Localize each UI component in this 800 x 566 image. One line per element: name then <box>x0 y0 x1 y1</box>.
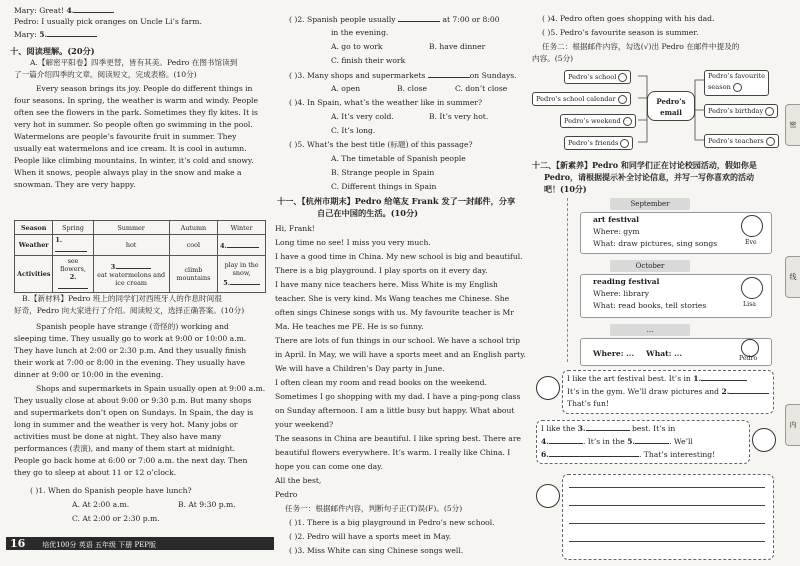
section-ten-title: 十、阅读理解。(20分) <box>10 46 95 56</box>
bubble-line <box>541 436 693 447</box>
option-pedros-friends[interactable] <box>564 136 633 150</box>
email-line: Ma. He teaches me PE. He is so funny. <box>275 322 424 331</box>
passage-line: activities must be done at night. They also have many <box>14 432 222 441</box>
answer-blank[interactable] <box>549 449 639 457</box>
question-text: on Sundays. <box>469 71 517 80</box>
blank-number: 2. <box>69 273 77 281</box>
column-right <box>530 0 780 566</box>
email-line: There is a big playground. I play sports on it every day. <box>275 266 488 275</box>
writer-avatar <box>536 484 560 508</box>
email-line: The seasons in China are beautiful. I like spring best. There are <box>275 434 521 443</box>
passage-a-intro: A.【解密平阳卷】四季更替，皆有其美。Pedro 在图书馆读到 <box>30 58 238 67</box>
blank-number: 3. <box>110 263 118 271</box>
option-label: Pedro’s birthday <box>708 107 764 115</box>
bubble-text: . That’s interesting! <box>638 450 716 459</box>
activity-card-art-festival <box>580 212 772 254</box>
bubble-text: best. It’s in <box>632 424 676 433</box>
question-text: ( )2. Spanish people usually <box>289 15 396 24</box>
section-twelve-title: Pedro，请根据提示补全讨论信息，并写一写你喜欢的活动 <box>544 172 755 182</box>
bubble-line <box>541 449 715 460</box>
email-line: All the best, <box>275 476 322 485</box>
table-cell[interactable] <box>218 256 266 293</box>
passage-b-intro: 好奇，Pedro 向大家进行了介绍。阅读短文，选择正确答案。(10分) <box>14 306 245 315</box>
option-a[interactable]: A. go to work <box>331 42 383 51</box>
answer-blank[interactable] <box>117 261 151 269</box>
bubble-text: That’s fun! <box>567 399 609 408</box>
passage-line: often see the flowers in the park. Sometimes they fly kites. It is <box>14 108 258 117</box>
option-c[interactable]: C. don’t close <box>455 84 508 93</box>
email-line: Pedro <box>275 490 298 499</box>
table-row-label: Weather <box>15 235 53 256</box>
email-line: Long time no see! I miss you very much. <box>275 238 431 247</box>
activity-where: Where: library <box>593 289 650 298</box>
option-b[interactable]: B. At 9:30 p.m. <box>178 500 236 509</box>
table-cell[interactable] <box>53 256 93 293</box>
table-header: Autumn <box>169 221 218 235</box>
footer-text: 培优100分 英语 五年级 下册 PEP版 <box>42 541 156 549</box>
option-pedros-school[interactable] <box>564 70 631 84</box>
question-text: at 7:00 or 8:00 <box>442 15 500 24</box>
check-circle[interactable] <box>620 139 629 148</box>
option-pedros-weekend[interactable] <box>560 114 636 128</box>
task-two-title: 内容。(5分) <box>532 54 574 63</box>
option-label: Pedro’s school <box>568 73 617 81</box>
option-b[interactable]: B. It’s very hot. <box>429 112 489 121</box>
eve-avatar <box>741 215 763 237</box>
activity-where: Where: gym <box>593 227 640 236</box>
dialogue-line: Pedro: I usually pick oranges on Uncle Li’s farm. <box>14 17 202 26</box>
activity-title: reading festival <box>593 277 660 286</box>
passage-line: Every season brings its joy. People do different things in <box>36 84 253 93</box>
table-cell: climb mountains <box>169 256 218 293</box>
activity-what: What: draw pictures, sing songs <box>593 239 718 248</box>
answer-blank[interactable] <box>635 436 669 444</box>
answer-blank[interactable] <box>227 240 259 248</box>
page-number: 16 <box>10 537 26 550</box>
passage-line: snowman. They are very happy. <box>14 180 136 189</box>
passage-line: dinner at 9:00 or 10:00 in the evening. <box>14 370 164 379</box>
option-b[interactable]: B. Strange people in Spain <box>331 168 435 177</box>
footer-bar <box>6 537 274 550</box>
writing-line[interactable] <box>569 541 765 542</box>
check-circle[interactable] <box>618 73 627 82</box>
timeline-line <box>567 198 569 362</box>
email-line: hope you can come one day. <box>275 462 383 471</box>
connector-right <box>695 80 704 140</box>
table-cell[interactable] <box>93 256 169 293</box>
table-cell[interactable] <box>218 235 266 256</box>
binding-tab: 内 <box>785 404 800 446</box>
option-c[interactable]: C. finish their work <box>331 56 406 65</box>
blank-number: 5. <box>223 279 230 287</box>
bubble-text: . It’s in the <box>582 437 628 446</box>
activity-title: art festival <box>593 215 640 224</box>
section-twelve-title: 吧！(10分) <box>544 184 587 194</box>
answer-blank[interactable] <box>586 423 630 431</box>
blank-number: 4. <box>541 437 549 446</box>
passage-line: and supermarkets don’t open on Sundays. In Spain, the day is <box>14 408 254 417</box>
option-a[interactable]: A. The timetable of Spanish people <box>331 154 466 163</box>
passage-line: People like climbing mountains. In winter, it’s cold and snowy. <box>14 156 254 165</box>
answer-blank[interactable] <box>55 244 87 252</box>
answer-blank[interactable] <box>701 373 747 381</box>
blank-number: 5. <box>627 437 636 446</box>
bubble-line <box>541 423 675 434</box>
column-middle <box>275 0 527 566</box>
answer-blank[interactable] <box>549 436 583 444</box>
option-b[interactable]: B. have dinner <box>429 42 486 51</box>
writing-line[interactable] <box>569 505 765 506</box>
hub-label: Pedro’s <box>656 97 686 106</box>
column-left <box>0 0 268 566</box>
cell-text: see flowers, <box>60 257 86 273</box>
section-eleven-title: 自己在中国的生活。(10分) <box>317 208 419 218</box>
email-line: your weekend? <box>275 420 334 429</box>
email-line: I often clean my room and read books on the weekend. <box>275 378 487 387</box>
blank-number: 3. <box>577 424 586 433</box>
passage-line: Watermelons are people’s favourite fruit in summer. They <box>14 132 237 141</box>
activity-where: Where: ... <box>593 349 635 358</box>
email-line: on Sunday afternoon. I am a little busy but happy. What about <box>275 406 515 415</box>
option-label: Pedro’s weekend <box>564 117 621 125</box>
speech-bubble-2 <box>536 420 750 464</box>
check-circle[interactable] <box>765 107 774 116</box>
option-a[interactable]: A. open <box>331 84 361 93</box>
blank-number: 4. <box>66 6 75 15</box>
option-a[interactable]: A. At 2:00 a.m. <box>72 500 130 509</box>
passage-line: long in summer and the weather is very hot. Many jobs or <box>14 420 238 429</box>
option-label: Pedro’s favourite <box>708 72 766 80</box>
passage-line: performances (表演), and many of them start at midnight. <box>14 444 236 453</box>
answer-blank[interactable] <box>729 386 769 394</box>
blank-number: 6. <box>541 450 549 459</box>
activity-what: What: ... <box>646 349 683 358</box>
option-label: Pedro’s teachers <box>708 137 764 145</box>
judge-question[interactable]: ( )5. Pedro’s favourite season is summer. <box>542 28 699 37</box>
option-a[interactable]: A. It’s very cold. <box>331 112 394 121</box>
bubble-text: I like the art festival best. It’s in <box>567 374 694 383</box>
passage-line: sleeping time. They usually go to work at 9:00 or 10:00 a.m. <box>14 334 247 343</box>
email-line: beautiful flowers everywhere. It’s warm. I really like China. I <box>275 448 511 457</box>
table-cell[interactable] <box>53 235 93 256</box>
judge-question[interactable]: ( )4. Pedro often goes shopping with his dad. <box>542 14 715 23</box>
option-c[interactable]: C. Different things in Spain <box>331 182 437 191</box>
question-1[interactable]: ( )1. When do Spanish people have lunch? <box>30 486 192 495</box>
email-line: in April. In May, we will have a sports meet and an English party. <box>275 350 526 359</box>
table-header: Summer <box>93 221 169 235</box>
activity-details <box>593 349 682 359</box>
question-text: ( )3. Many shops and supermarkets <box>289 71 426 80</box>
question-4[interactable]: ( )4. In Spain, what’s the weather like in summer? <box>289 98 483 107</box>
email-line: often sings Chinese songs with us. My favourite teacher is Mr <box>275 308 514 317</box>
email-line: Sometimes I go shopping with my dad. I have a ping-pong class <box>275 392 521 401</box>
activity-card-reading-festival <box>580 274 772 318</box>
option-pedros-teachers[interactable] <box>704 134 779 148</box>
girl-speaker-avatar <box>536 376 560 400</box>
option-pedros-birthday[interactable] <box>704 104 778 118</box>
dialogue-line <box>14 29 97 40</box>
task-two-title: 任务二：根据邮件内容，勾选(√)出 Pedro 在邮件中提及的 <box>542 42 740 51</box>
passage-line: Shops and supermarkets in Spain usually open at 9:00 a.m. <box>36 384 266 393</box>
question-3[interactable] <box>289 70 517 81</box>
email-line: I have many nice teachers here. Miss White is my English <box>275 280 498 289</box>
binding-tab: 密 <box>785 104 800 146</box>
cell-text: eat watermelons and ice cream <box>97 271 166 287</box>
option-label: Pedro’s friends <box>568 139 619 147</box>
option-label: Pedro’s school calendar <box>536 95 616 103</box>
month-label-october: October <box>610 260 690 272</box>
email-line: We will have a Children’s Day party in June. <box>275 364 445 373</box>
passage-line: They usually close at about 9:00 or 9:30 p.m. But many shops <box>14 396 252 405</box>
blank-number: 5. <box>39 30 48 39</box>
lisa-avatar <box>741 277 763 299</box>
activity-what: What: read books, tell stories <box>593 301 707 310</box>
blank-number: 4. <box>220 242 227 250</box>
passage-line: they go to sleep at about 11 or 12 o’clock. <box>14 468 177 477</box>
passage-line: very hot in summer. So people often go swimming in the pool. <box>14 120 253 129</box>
blank-number: 2. <box>721 387 730 396</box>
passage-b-intro: B.【新材料】Pedro 班上的同学们对西班牙人的作息时间很 <box>22 294 222 303</box>
binding-tab: 线 <box>785 256 800 298</box>
passage-line: their work at 7:00 or 8:00 in the evening. They usually have <box>14 358 246 367</box>
passage-line: usually eat watermelons and ice cream. It is cool in autumn. <box>14 144 247 153</box>
cell-text: play in the snow, <box>224 261 259 277</box>
bubble-line <box>567 373 747 384</box>
pedros-email-hub <box>647 91 695 121</box>
passage-line: When it snows, people always play in the snow and make a <box>14 168 242 177</box>
task-one-title: 任务一：根据邮件内容，判断句子正(T)误(F)。(5分) <box>285 504 463 513</box>
question-2[interactable] <box>289 14 500 25</box>
bubble-line <box>567 386 769 397</box>
passage-line: four seasons. In spring, the weather is warm and windy. People <box>14 96 258 105</box>
check-circle[interactable] <box>618 95 627 104</box>
speech-bubble-1 <box>562 370 774 414</box>
student-name: Lisa <box>743 301 756 308</box>
blank-number: 1. <box>693 374 702 383</box>
passage-a-intro: 了一篇介绍四季的文章。阅读短文，完成表格。(10分) <box>14 70 197 79</box>
option-favourite-season[interactable] <box>704 70 769 96</box>
section-eleven-title: 十一、【杭州市期末】Pedro 给笔友 Frank 发了一封邮件，分享 <box>277 196 516 206</box>
connector-left <box>638 76 647 142</box>
answer-blank[interactable] <box>398 14 440 22</box>
answer-blank[interactable] <box>47 29 97 37</box>
judge-question[interactable]: ( )1. There is a big playground in Pedro’s new school. <box>289 518 495 527</box>
option-label: season <box>708 83 731 91</box>
boy-speaker-avatar <box>752 428 776 452</box>
question-5[interactable]: ( )5. What’s the best title (标题) of this passage? <box>289 140 473 149</box>
dialogue-text: Mary: <box>14 30 40 39</box>
dialogue-text: Mary: Great! <box>14 6 67 15</box>
table-row-label: Activities <box>15 256 53 293</box>
bubble-text: I like the <box>541 424 578 433</box>
hub-label: email <box>660 108 682 117</box>
student-name: Eve <box>745 239 757 246</box>
email-line: There are lots of fun things in our school. We have a school trip <box>275 336 520 345</box>
student-name: Pedro <box>739 355 758 362</box>
month-label-blank: ... <box>610 324 690 336</box>
passage-line: Spanish people have strange (奇怪的) working and <box>36 322 229 331</box>
answer-blank[interactable] <box>74 5 114 13</box>
table-header: Spring <box>53 221 93 235</box>
answer-blank[interactable] <box>230 277 260 285</box>
check-circle[interactable] <box>733 83 742 92</box>
section-twelve-title: 十二、【新素养】Pedro 和同学们正在讨论校园活动，假如你是 <box>532 160 757 170</box>
activity-card-pedro <box>580 338 772 366</box>
option-school-calendar[interactable] <box>532 92 631 106</box>
writing-line[interactable] <box>569 487 765 488</box>
bubble-text: It’s in the gym. We’ll draw pictures and <box>567 387 722 396</box>
blank-number: 1. <box>55 236 63 244</box>
email-line: I have a good time in China. My new school is big and beautiful. <box>275 252 523 261</box>
dialogue-line <box>14 5 114 16</box>
email-line: Hi, Frank! <box>275 224 315 233</box>
month-label-september: September <box>610 198 690 210</box>
writing-box[interactable] <box>562 474 774 560</box>
judge-question[interactable]: ( )3. Miss White can sing Chinese songs well. <box>289 546 464 555</box>
table-header: Season <box>15 221 53 235</box>
option-c[interactable]: C. At 2:00 or 2:30 p.m. <box>72 514 160 523</box>
check-circle[interactable] <box>766 137 775 146</box>
table-header: Winter <box>218 221 266 235</box>
seasons-table <box>14 220 266 293</box>
option-c[interactable]: C. It’s long. <box>331 126 376 135</box>
passage-line: They have lunch at 2:00 or 2:30 p.m. And they usually finish <box>14 346 247 355</box>
writing-line[interactable] <box>569 523 765 524</box>
bubble-text: . We’ll <box>669 437 693 446</box>
passage-line: People go back home at 6:00 or 7:00 a.m. the next day. Then <box>14 456 248 465</box>
email-line: teacher. She is very kind. Ms Wang teaches me Chinese. She <box>275 294 510 303</box>
question-text: in the evening. <box>331 28 389 37</box>
table-cell: cool <box>169 235 218 256</box>
table-cell: hot <box>93 235 169 256</box>
answer-blank[interactable] <box>58 281 88 289</box>
judge-question[interactable]: ( )2. Pedro will have a sports meet in May. <box>289 532 452 541</box>
check-circle[interactable] <box>623 117 632 126</box>
option-b[interactable]: B. close <box>397 84 428 93</box>
answer-blank[interactable] <box>428 70 470 78</box>
